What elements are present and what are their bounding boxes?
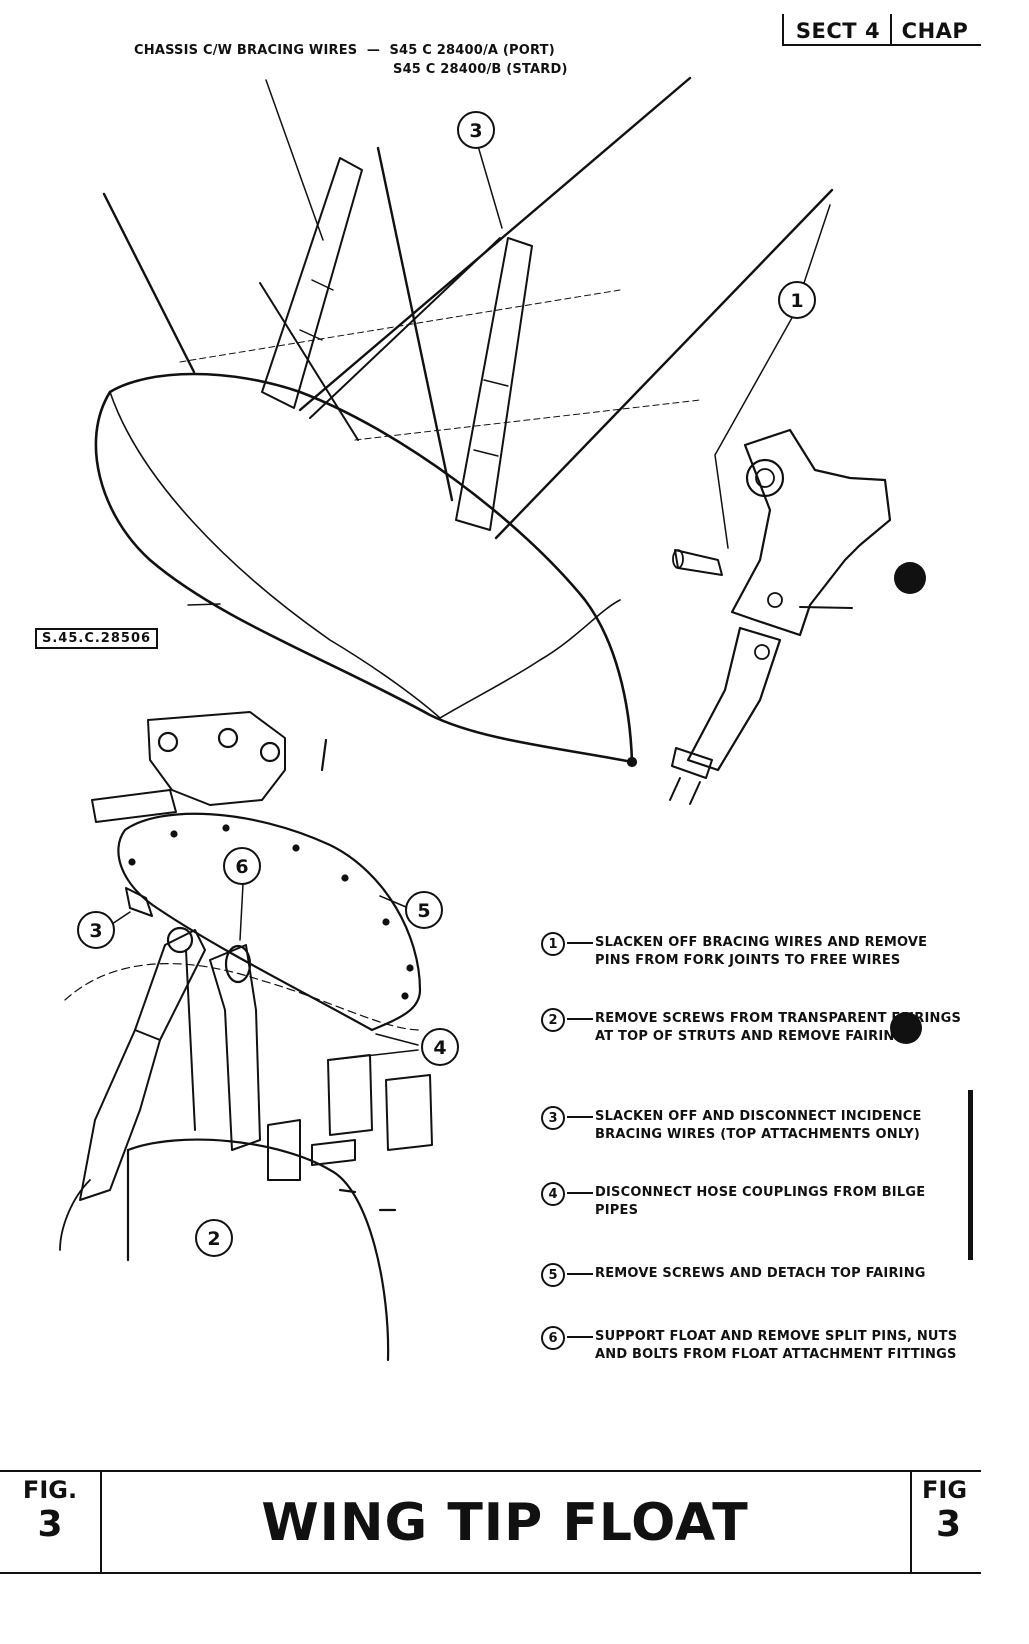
- callout-2-label: 2: [207, 1228, 221, 1250]
- fig-word-right: FIG: [922, 1476, 968, 1504]
- step-dash: [567, 1336, 593, 1338]
- footer-bottom-rule: [0, 1572, 981, 1574]
- fig-number-right: 3: [936, 1504, 962, 1545]
- chassis-label-line1: CHASSIS C/W BRACING WIRES — S45 C 28400/A (PORT): [134, 43, 555, 58]
- figure-title: WING TIP FLOAT: [261, 1493, 749, 1553]
- step-1-text: SLACKEN OFF BRACING WIRES AND REMOVE PINS FROM FORK JOINTS TO FREE WIRES: [595, 935, 928, 968]
- callout-5-label: 5: [417, 900, 431, 922]
- step-4-text: DISCONNECT HOSE COUPLINGS FROM BILGE PIPES: [595, 1185, 926, 1218]
- step-5-text: REMOVE SCREWS AND DETACH TOP FAIRING: [595, 1266, 926, 1281]
- step-dash: [567, 942, 593, 944]
- section-label: SECT 4: [795, 19, 881, 43]
- callout-1-label: 1: [790, 290, 804, 312]
- step-dash: [567, 1116, 593, 1118]
- callout-3-top-label: 3: [469, 120, 483, 142]
- chassis-label-line2: S45 C 28400/B (STARD): [393, 62, 568, 77]
- step-3-text: SLACKEN OFF AND DISCONNECT INCIDENCE BRACING WIRES (TOP ATTACHMENTS ONLY): [595, 1109, 922, 1142]
- step-5: [541, 1265, 966, 1287]
- step-dash: [567, 1273, 593, 1275]
- step-2-text: REMOVE SCREWS FROM TRANSPARENT FAIRINGS AT TOP OF STRUTS AND REMOVE FAIRINGS: [595, 1011, 962, 1044]
- step-1: [541, 934, 966, 970]
- callout-3-lower-label: 3: [89, 920, 103, 942]
- step-6-number: 6: [541, 1326, 565, 1350]
- step-5-number: 5: [541, 1263, 565, 1287]
- part-number-box: S.45.C.28506: [35, 628, 158, 649]
- step-6-text: SUPPORT FLOAT AND REMOVE SPLIT PINS, NUTS AND BOLTS FROM FLOAT ATTACHMENT FITTINGS: [595, 1329, 958, 1362]
- callout-6-label: 6: [235, 856, 249, 878]
- step-dash: [567, 1018, 593, 1020]
- footer-right-divider: [910, 1470, 912, 1574]
- step-2-number: 2: [541, 1008, 565, 1032]
- step-3-number: 3: [541, 1106, 565, 1130]
- step-1-number: 1: [541, 932, 565, 956]
- step-4-number: 4: [541, 1182, 565, 1206]
- step-dash: [567, 1192, 593, 1194]
- step-6: [541, 1328, 966, 1364]
- footer-top-rule: [0, 1470, 981, 1472]
- page-edge: [968, 1090, 973, 1260]
- step-2: [541, 1010, 966, 1046]
- callout-4-label: 4: [433, 1037, 447, 1059]
- chapter-label: CHAP: [901, 19, 969, 43]
- fig-word-left: FIG.: [22, 1476, 78, 1504]
- fig-number-left: 3: [37, 1504, 63, 1545]
- step-3: [541, 1108, 966, 1144]
- step-4: [541, 1184, 966, 1220]
